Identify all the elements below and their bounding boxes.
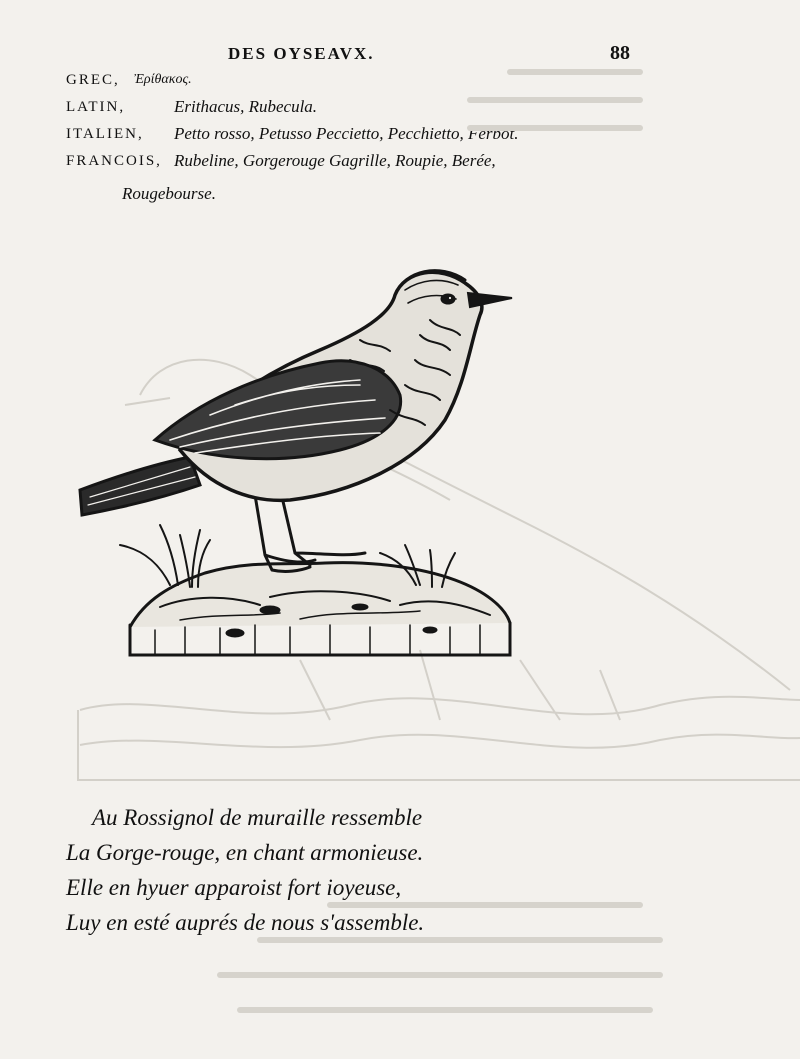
lang-terms: Ἐρίθακος. [134, 72, 192, 87]
verse-line: La Gorge-rouge, en chant armonieuse. [66, 840, 424, 865]
running-header: DES OYSEAVX. [228, 44, 375, 63]
lang-label: ITALIEN, [66, 126, 144, 142]
verse-line: Au Rossignol de muraille ressemble [92, 805, 423, 830]
names-continuation: Rougebourse. [122, 184, 216, 203]
verse-line: Luy en esté auprés de nous s'assemble. [66, 910, 425, 935]
verse-line: Elle en hyuer apparoist fort ioyeuse, [66, 875, 402, 900]
lang-terms: Petto rosso, Petusso Peccietto, Pecchietto, Ferbot. [174, 124, 519, 143]
lang-terms: Rubeline, Gorgerouge Gagrille, Roupie, Berée, [174, 151, 496, 170]
lang-label: GREC, [66, 72, 120, 88]
lang-label: FRANCOIS, [66, 153, 162, 169]
page-number: 88 [610, 42, 630, 64]
lang-terms: Erithacus, Rubecula. [174, 97, 318, 116]
lang-label: LATIN, [66, 99, 126, 115]
